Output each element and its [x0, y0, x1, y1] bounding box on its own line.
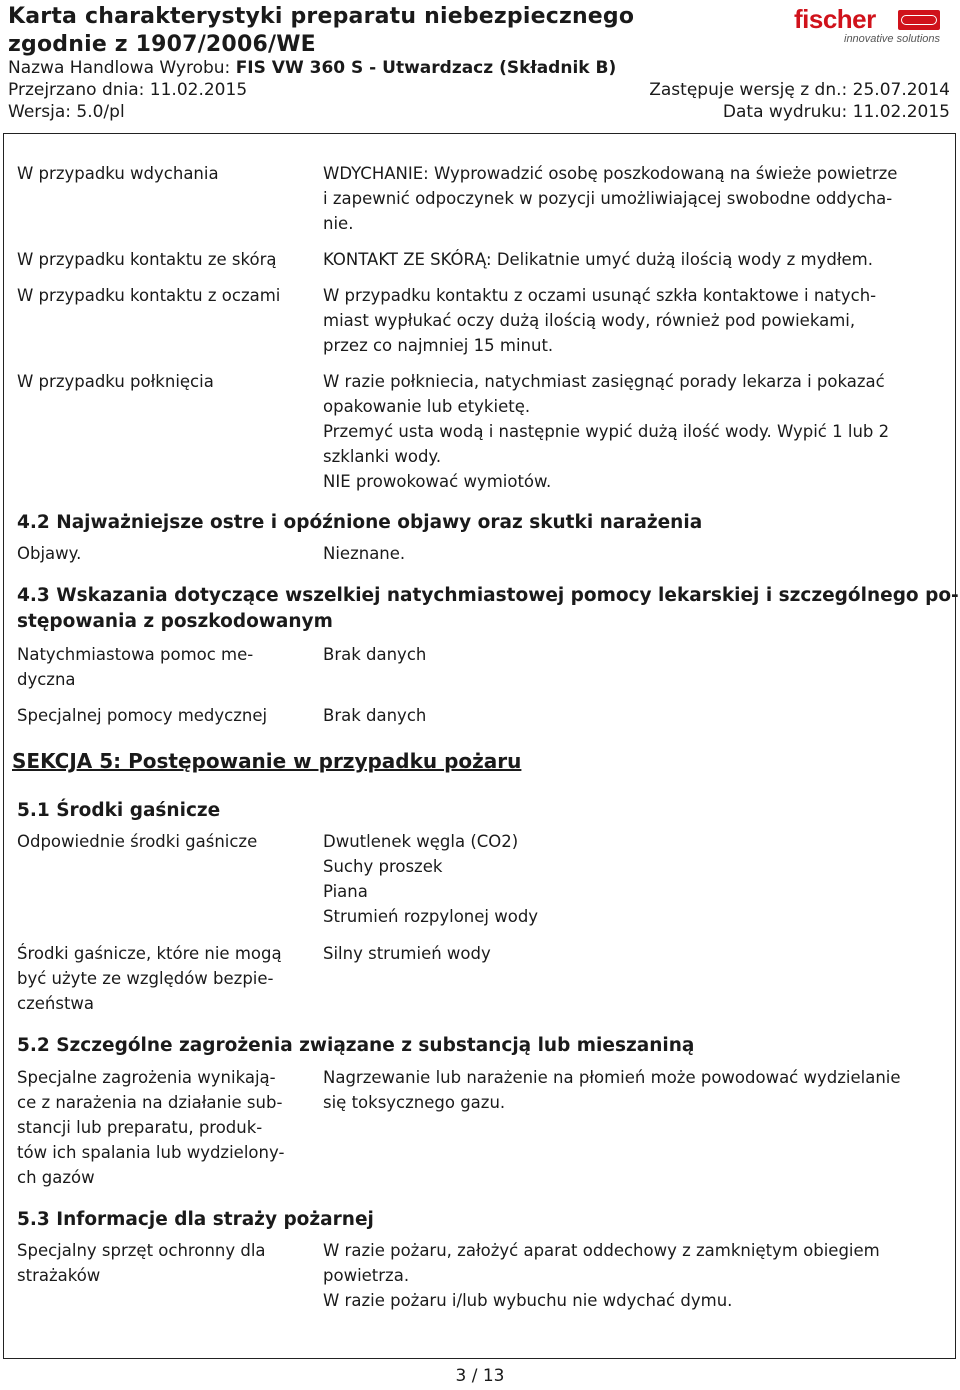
symptoms-label: Objawy.: [17, 544, 82, 563]
print-date: Data wydruku: 11.02.2015: [722, 102, 950, 122]
first-aid-label-inhalation: W przypadku wdychania: [17, 164, 219, 183]
reviewed-date: Przejrzano dnia: 11.02.2015: [8, 80, 248, 100]
heading-5-1: 5.1 Środki gaśnicze: [17, 800, 221, 821]
special-hazards-label: Specjalne zagrożenia wynikają- ce z narażenia na działanie sub- stancji lub preparatu, produk- tów ich spalania lub wydzielony- ch gazów: [17, 1068, 285, 1187]
immediate-medical-value: Brak danych: [323, 645, 427, 664]
first-aid-text-eyes: W przypadku kontaktu z oczami usunąć szkła kontaktowe i natych- miast wypłukać oczy dużą ilością wody, również pod powiekami, przez co najmniej 15 minut.: [323, 286, 877, 355]
unsuitable-media-label: Środki gaśnicze, które nie mogą być użyte ze względów bezpie- czeństwa: [17, 944, 282, 1013]
document-title-line-2: zgodnie z 1907/2006/WE: [8, 32, 316, 57]
trade-name-prefix: Nazwa Handlowa Wyrobu:: [8, 58, 236, 78]
heading-4-2: 4.2 Najważniejsze ostre i opóźnione objawy oraz skutki narażenia: [17, 512, 703, 533]
heading-4-3: 4.3 Wskazania dotyczące wszelkiej natychmiastowej pomocy lekarskiej i szczególnego po- stępowania z poszkodowanym: [17, 585, 959, 632]
fischer-logo: [794, 4, 944, 48]
replaces-version: Zastępuje wersję z dn.: 25.07.2014: [649, 80, 950, 100]
section-5-title: SEKCJA 5: Postępowanie w przypadku pożaru: [12, 749, 522, 773]
logo-badge-icon: [898, 10, 940, 30]
first-aid-text-ingestion: W razie połkniecia, natychmiast zasięgnąć porady lekarza i pokazać opakowanie lub etykietę. Przemyć usta wodą i następnie wypić dużą ilość wody. Wypić 1 lub 2 szklanki wody. NIE prowokować wymiotów.: [323, 372, 890, 491]
version: Wersja: 5.0/pl: [8, 102, 125, 122]
heading-5-3: 5.3 Informacje dla straży pożarnej: [17, 1209, 374, 1230]
immediate-medical-label: Natychmiastowa pomoc me- dyczna: [17, 645, 254, 689]
first-aid-text-skin: KONTAKT ZE SKÓRĄ: Delikatnie umyć dużą ilością wody z mydłem.: [323, 250, 874, 269]
firefighter-equipment-label: Specjalny sprzęt ochronny dla strażaków: [17, 1241, 266, 1285]
first-aid-label-ingestion: W przypadku połknięcia: [17, 372, 214, 391]
unsuitable-media-value: Silny strumień wody: [323, 944, 491, 963]
firefighter-equipment-value: W razie pożaru, założyć aparat oddechowy z zamkniętym obiegiem powietrza. W razie pożaru i/lub wybuchu nie wdychać dymu.: [323, 1241, 880, 1310]
symptoms-value: Nieznane.: [323, 544, 406, 563]
suitable-media-label: Odpowiednie środki gaśnicze: [17, 832, 258, 851]
logo-tagline: innovative solutions: [844, 33, 941, 45]
trade-name-value: FIS VW 360 S - Utwardzacz (Składnik B): [235, 58, 617, 78]
special-medical-value: Brak danych: [323, 706, 427, 725]
document-title-line-1: Karta charakterystyki preparatu niebezpiecznego: [8, 4, 635, 29]
special-hazards-value: Nagrzewanie lub narażenie na płomień może powodować wydzielanie się toksycznego gazu.: [323, 1068, 901, 1112]
page-number: 3 / 13: [455, 1366, 505, 1386]
special-medical-label: Specjalnej pomocy medycznej: [17, 706, 268, 725]
heading-5-2: 5.2 Szczególne zagrożenia związane z substancją lub mieszaniną: [17, 1035, 695, 1056]
trade-name: [8, 58, 616, 78]
first-aid-label-eyes: W przypadku kontaktu z oczami: [17, 286, 281, 305]
first-aid-text-inhalation: WDYCHANIE: Wyprowadzić osobę poszkodowaną na świeże powietrze i zapewnić odpoczynek w pozycji umożliwiającej swobodne oddycha- nie.: [323, 164, 898, 233]
logo-wordmark: fischer: [794, 4, 876, 34]
first-aid-label-skin: W przypadku kontaktu ze skórą: [17, 250, 277, 269]
suitable-media-values: Dwutlenek węgla (CO2) Suchy proszek Piana Strumień rozpylonej wody: [323, 832, 539, 926]
